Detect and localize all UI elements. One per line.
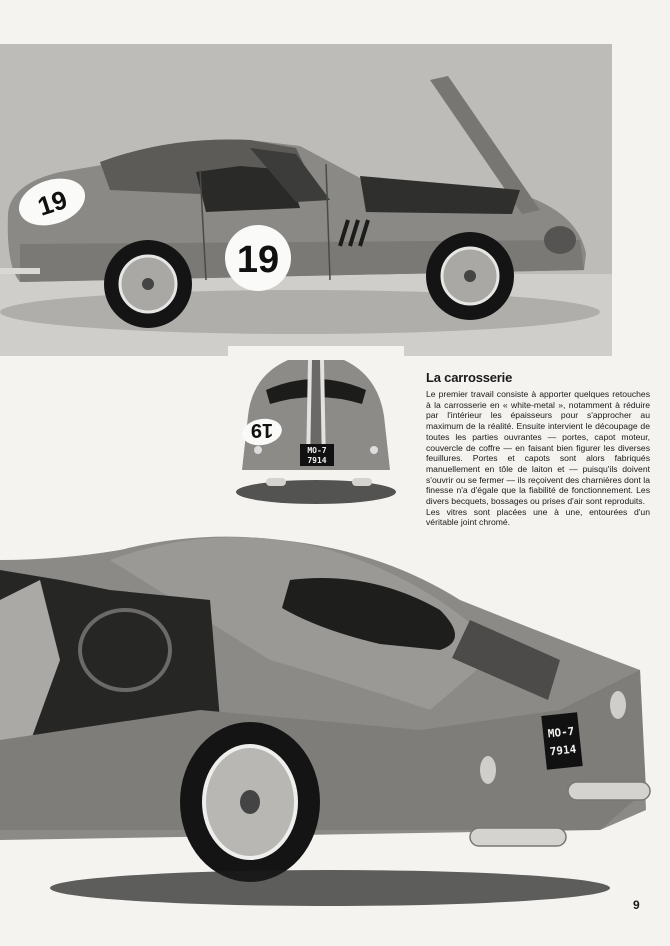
article-la-carrosserie <box>426 370 650 528</box>
rear-wheel-closeup <box>180 722 320 882</box>
race-number-rear: 19 <box>250 419 274 441</box>
rear-plate-line2: 7914 <box>307 456 327 465</box>
article-paragraph-1: Le premier travail consiste à apporter quelques retouches à la carrosserie en « white-metal », notamment à réduire par l'intérieur les épaisseurs pour s'approcher au maximum de la réalité. Ensuite intervient le découpage de toutes les parties ouvrantes — portes, capot moteur, couvercle de coffre — en faisant bien figurer les diverses feuillures. Portes et capots sont alors fabriqués manuellement en tôle de laiton et — puisqu'ils doivent s'ouvrir ou se fermer — ils reçoivent des charnières dont la finesse n'a d'égale que la fiabilité de fonctionnement. Les divers becquets, bossages ou prises d'air sont reproduits. <box>426 389 650 507</box>
article-paragraph-2: Les vitres sont placées une à une, entourées d'un véritable joint chromé. <box>426 506 650 528</box>
page-number: 9 <box>633 898 640 912</box>
rear-wheel <box>104 240 192 328</box>
license-plate-line1: MO-7 <box>547 724 575 741</box>
photo-car-side-hood-open <box>0 44 612 356</box>
rear-plate-line1: MO-7 <box>307 446 327 455</box>
race-number-door: 19 <box>236 239 280 281</box>
front-wheel <box>426 232 514 320</box>
photo-car-rear-view <box>228 346 404 508</box>
race-number-tail: 19 <box>33 184 71 222</box>
article-heading: La carrosserie <box>426 370 513 385</box>
license-plate-line2: 7914 <box>549 742 577 759</box>
